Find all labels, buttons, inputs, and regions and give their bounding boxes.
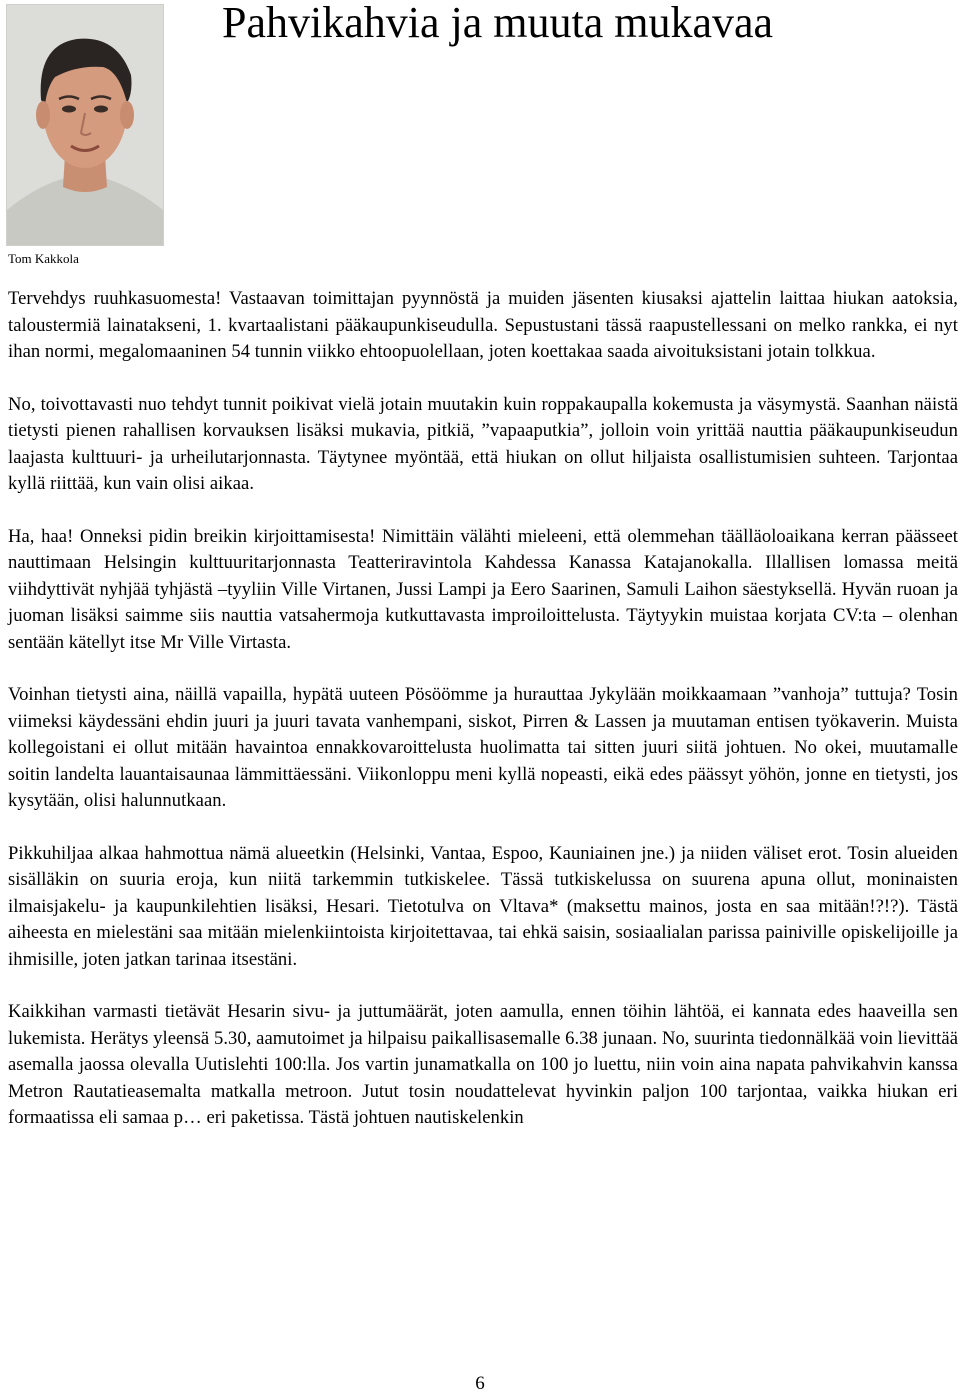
page-title: Pahvikahvia ja muuta mukavaa [222, 0, 774, 47]
article-body [8, 286, 958, 1158]
portrait-image [7, 5, 163, 245]
paragraph: Tervehdys ruuhkasuomesta! Vastaavan toimittajan pyynnöstä ja muiden jäsenten kiusaksi ajattelin laittaa hiukan aatoksia, taloustermiä lainatakseni, 1. kvartaalistani pääkaupunkiseudulla. Sepustustani tässä raapustellessani on melko rankka, ei nyt ihan normi, megalomaaninen 54 tunnin viikko ehtoopuolellaan, joten koettakaa saada aivoituksistani jotain tolkkua. [8, 288, 958, 362]
paragraph: Voinhan tietysti aina, näillä vapailla, hypätä uuteen Pösöömme ja hurauttaa Jykylään moikkaamaan ”vanhoja” tuttuja? Tosin viimeksi käydessäni ehdin juuri ja juuri tavata vanhempani, siskot, Pirren & Lassen ja muutaman entisen työkaverin. Muista kollegoistani ei ollut mitään havaintoa ennakkovaroittelusta huolimatta tai sitten juuri siitä johtuen. No okei, muutamalle soitin landelta lauantaisaunaa lämmittäessäni. Viikonloppu meni kyllä nopeasti, eikä edes päässyt yöhön, jonne en tietysti, jos kysytään, olisi halunnutkaan. [8, 684, 958, 811]
author-photo [6, 4, 164, 246]
paragraph: Kaikkihan varmasti tietävät Hesarin sivu- ja juttumäärät, joten aamulla, ennen töihin lähtöä, ei kannata edes haaveilla sen lukemista. Herätys yleensä 5.30, aamutoimet ja hilpaisu paikallisasemalle 6.38 junaan. No, suurinta tiedonnälkää voin lievittää asemalla jaossa olevalla Uutislehti 100:lla. Jos vartin junamatkalla on 100 jo luettu, niin voin aina napata pahvikahvin kanssa Metron Rautatieasemalta matkalla metroon. Jutut tosin noudattelevat hyvinkin paljon 100 tarjontaa, vaikka hiukan eri formaatissa eli samaa p… eri paketissa. Tästä johtuen nautiskelenkin [8, 1001, 958, 1128]
photo-caption: Tom Kakkola [8, 251, 79, 266]
page-number: 6 [475, 1373, 485, 1394]
paragraph: No, toivottavasti nuo tehdyt tunnit poikivat vielä jotain muutakin kuin roppakaupalla kokemusta ja väsymystä. Saanhan näistä tietysti pienen rahallisen korvauksen lisäksi mukavia, pitkiä, ”vapaaputkia”, jolloin voin yrittää nauttia pääkaupunkiseudun laajasta kulttuuri- ja urheilutarjonnasta. Täytynee myöntää, että hiukan on ollut hiljaista osallistumisien suhteen. Tarjontaa kyllä riittää, kun vain olisi aikaa. [8, 393, 958, 494]
paragraph: Pikkuhiljaa alkaa hahmottua nämä alueetkin (Helsinki, Vantaa, Espoo, Kauniainen jne.) ja niiden väliset erot. Tosin alueiden sisälläkin on suuria eroja, kun niitä tarkemmin tutkiskelee. Tässä tutkiskelussa on suurena apuna ollut, moninaisten ilmaisjakelu- ja kaupunkilehtien lisäksi, Hesari. Tietotulva on Vltava* (maksettu mainos, josta en saa mitään!?!?). Tästä aiheesta en mielestäni saa mitään mielenkiintoista kirjoitettavaa, tai ehkä saisin, sosiaalialan parissa painiville opiskelijoille ja ihmisille, joten jatkan tarinaa itsestäni. [8, 842, 958, 970]
paragraph: Ha, haa! Onneksi pidin breikin kirjoittamisesta! Nimittäin välähti mieleeni, että olemmehan täälläoloaikana kerran päässeet nauttimaan Helsingin kulttuuritarjonnasta Teatteriravintola Kahdessa Kanassa Katajanokalla. Illallisen lomassa meitä viihdyttivät nyhjää tyhjästä –tyyliin Ville Virtanen, Jussi Lampi ja Eero Saarinen, Samuli Laihon säestyksellä. Hyvän ruoan ja juoman lisäksi saimme siis nauttia vatsahermoja kutkuttavasta improiloittelusta. Täytyykin muistaa korjata CV:ta – olenhan sentään kätellyt itse Mr Ville Virtasta. [8, 525, 958, 653]
